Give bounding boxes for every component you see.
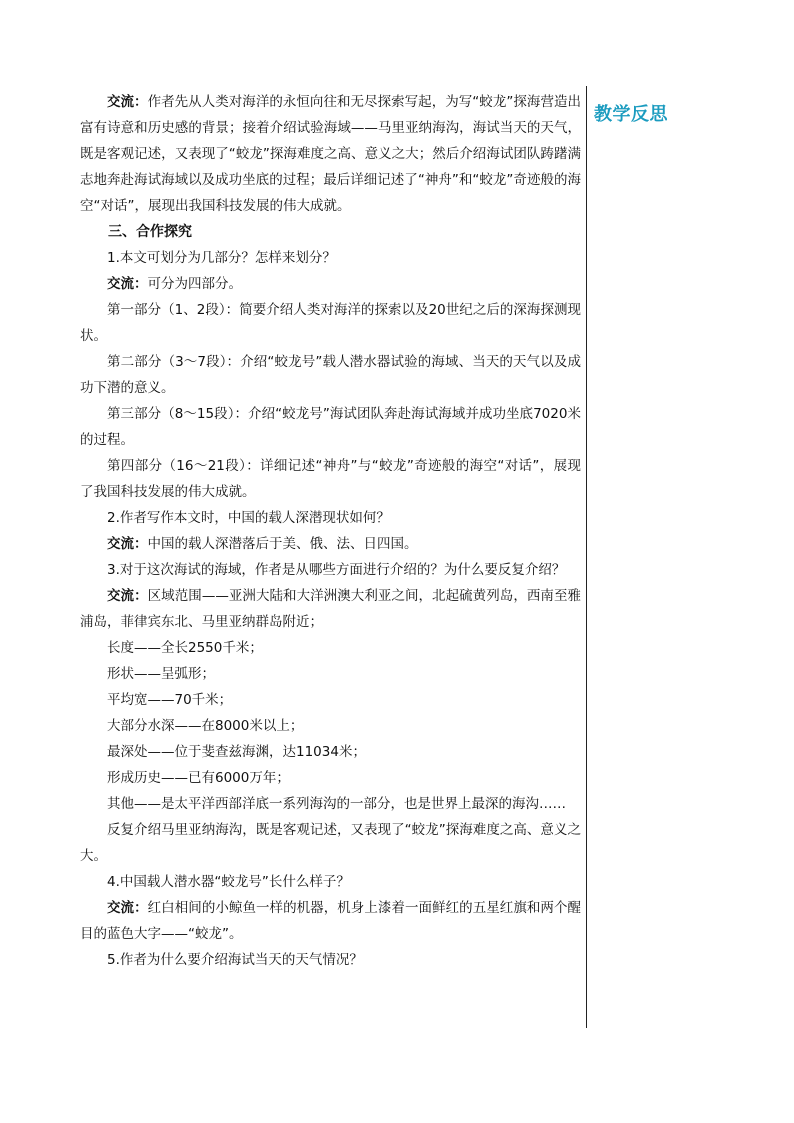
item-text: 红白相间的小鲸鱼一样的机器，机身上漆着一面鲜红的五星红旗和两个醒目的蓝色大字——“蛟龙”。 [80,900,582,942]
item-text: 反复介绍马里亚纳海沟，既是客观记述，又表现了“蛟龙”探海难度之高、意义之大。 [80,822,581,864]
item-text: 最深处——位于斐查兹海渊，达11034米； [107,744,366,760]
main-content [80,89,581,973]
paragraph [80,89,581,219]
list-item [80,895,581,947]
item-label: 交流： [107,588,148,604]
list-item [80,947,581,973]
column-divider [586,86,587,1028]
item-text: 平均宽——70千米； [107,692,233,708]
list-item [80,713,581,739]
item-label: 交流： [107,536,148,552]
item-text: 3.对于这次海试的海域，作者是从哪些方面进行介绍的？为什么要反复介绍？ [107,562,566,578]
item-text: 4.中国载人潜水器“蛟龙号”长什么样子？ [107,874,350,890]
item-text: 中国的载人深潜落后于美、俄、法、日四国。 [147,536,418,552]
list-item [80,557,581,583]
item-text: 形成历史——已有6000万年； [107,770,290,786]
list-item [80,505,581,531]
sidebar-title: 教学反思 [594,104,668,125]
list-item [80,661,581,687]
item-text: 5.作者为什么要介绍海试当天的天气情况？ [107,952,363,968]
item-text: 区域范围——亚洲大陆和大洋洲澳大利亚之间，北起硫黄列岛，西南至雅浦岛，菲律宾东北、马里亚纳群岛附近； [80,588,582,630]
item-text: 其他——是太平洋西部洋底一系列海沟的一部分，也是世界上最深的海沟…… [107,796,566,812]
item-text: 可分为四部分。 [147,276,242,292]
section-heading: 三、合作探究 [108,224,192,240]
list-item [80,453,581,505]
list-item [80,687,581,713]
item-text: 第二部分（3～7段）：介绍“蛟龙号”载人潜水器试验的海域、当天的天气以及成功下潜的意义。 [80,354,581,396]
list-item [80,349,581,401]
item-text: 1.本文可划分为几部分？怎样来划分？ [107,250,336,266]
item-text: 形状——呈弧形； [107,666,215,682]
item-text: 大部分水深——在8000米以上； [107,718,304,734]
item-label: 交流： [107,276,148,292]
list-item [80,583,581,635]
list-item [80,817,581,869]
list-item [80,739,581,765]
item-text: 第三部分（8～15段）：介绍“蛟龙号”海试团队奔赴海试海域并成功坐底7020米的过程。 [80,406,581,448]
list-item [80,401,581,453]
list-item [80,635,581,661]
list-item [80,297,581,349]
list-item [80,869,581,895]
item-text: 第一部分（1、2段）：简要介绍人类对海洋的探索以及20世纪之后的深海探测现状。 [80,302,581,344]
list-item [80,245,581,271]
item-list [80,245,581,973]
item-label: 交流： [107,900,148,916]
list-item [80,531,581,557]
item-text: 2.作者写作本文时，中国的载人深潜现状如何？ [107,510,390,526]
item-text: 长度——全长2550千米； [107,640,263,656]
list-item [80,765,581,791]
paragraph-text: 作者先从人类对海洋的永恒向往和无尽探索写起，为写“蛟龙”探海营造出富有诗意和历史感的背景；接着介绍试验海域——马里亚纳海沟，海试当天的天气，既是客观记述，又表现了“蛟龙”探海难度之高、意义之大；然后介绍海试团队踌躇满志地奔赴海试海域以及成功坐底的过程；最后详细记述了“神舟”和“蛟龙”奇迹般的海空“对话”，展现出我国科技发展的伟大成就。 [80,94,581,214]
list-item [80,271,581,297]
list-item [80,791,581,817]
paragraph-label: 交流： [107,94,148,110]
item-text: 第四部分（16～21段）：详细记述“神舟”与“蛟龙”奇迹般的海空“对话”，展现了我国科技发展的伟大成就。 [80,458,581,500]
